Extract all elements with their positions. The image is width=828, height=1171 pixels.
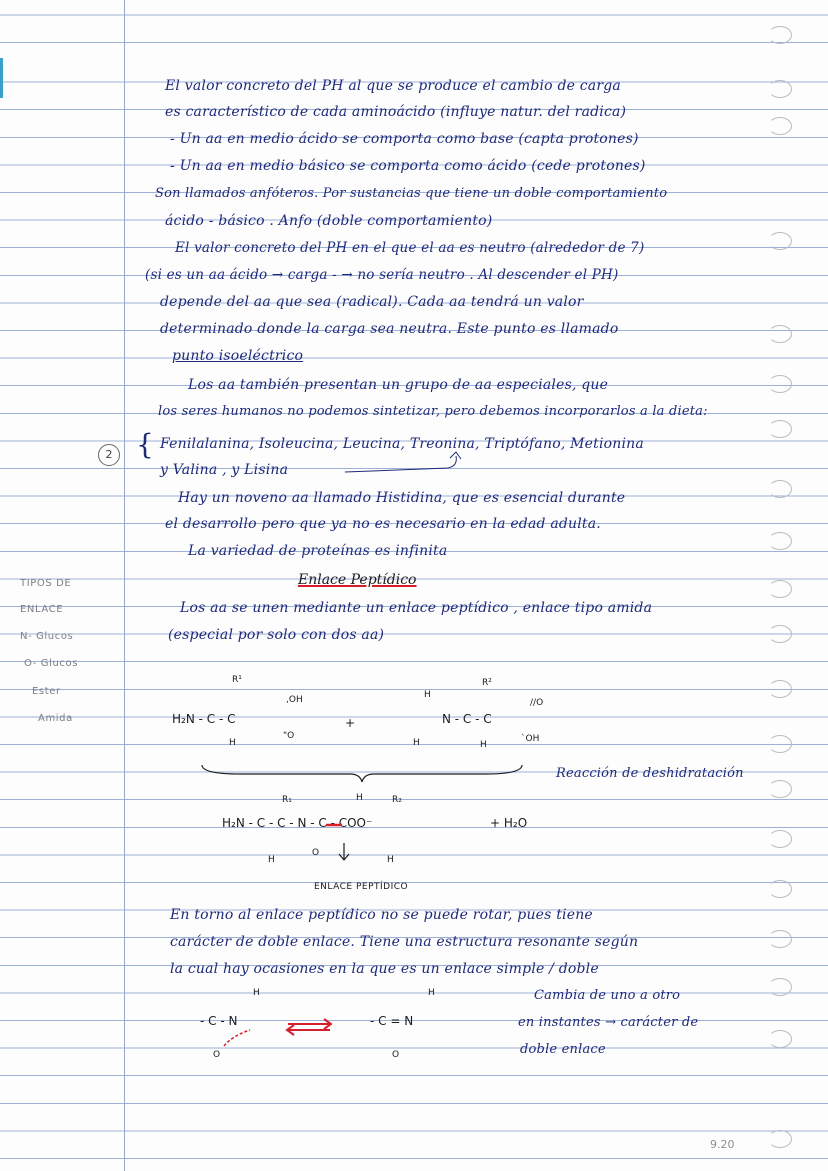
note-line: - Un aa en medio ácido se comporta como base (capta protones) xyxy=(170,131,639,147)
note-line: los seres humanos no podemos sintetizar, pero debemos incorporarlos a la dieta: xyxy=(158,404,708,419)
note-line: el desarrollo pero que ya no es necesario en la edad adulta. xyxy=(165,516,601,532)
product-r1: R₁ xyxy=(282,795,292,805)
molecule-2-h: H xyxy=(480,740,487,750)
note-line: doble enlace xyxy=(520,1042,606,1057)
note-line: punto isoeléctrico xyxy=(172,348,304,364)
product-h: H xyxy=(356,793,363,803)
binder-hole xyxy=(768,420,792,438)
r1-label: R¹ xyxy=(232,675,242,685)
resonance-right: - C = N xyxy=(370,1014,414,1028)
margin-note: ENLACE xyxy=(20,604,64,615)
margin-note: Amida xyxy=(38,713,73,724)
binder-hole xyxy=(768,735,792,753)
molecule-2-oh: `OH xyxy=(521,734,540,744)
binder-hole xyxy=(768,830,792,848)
binder-hole xyxy=(768,780,792,798)
circled-number: 2 xyxy=(98,444,120,466)
note-line: Hay un noveno aa llamado Histidina, que es esencial durante xyxy=(178,490,626,506)
water-product: + H₂O xyxy=(490,816,528,830)
resonance-h: H xyxy=(253,988,260,998)
margin-note: Ester xyxy=(32,686,61,697)
electron-arrows xyxy=(210,1016,350,1056)
note-line: El valor concreto del PH en el que el aa es neutro (alrededor de 7) xyxy=(175,240,645,256)
reaction-label: Reacción de deshidratación xyxy=(556,766,744,781)
product-o: O xyxy=(312,848,320,858)
note-line: depende del aa que sea (radical). Cada aa tendrá un valor xyxy=(160,294,584,310)
binder-hole xyxy=(768,978,792,996)
dipeptide: H₂N - C - C - N - C - COO⁻ xyxy=(222,816,373,830)
molecule-1: H₂N - C - C xyxy=(172,712,236,726)
margin-note: N- Glucos xyxy=(20,631,74,642)
note-line: (especial por solo con dos aa) xyxy=(168,627,385,643)
binder-hole xyxy=(768,532,792,550)
peptide-bond-marker xyxy=(322,815,352,865)
note-line: la cual hay ocasiones en la que es un enlace simple / doble xyxy=(170,961,599,977)
note-line: Son llamados anfóteros. Por sustancias que tiene un doble comportamiento xyxy=(155,186,668,201)
note-line: Fenilalanina, Isoleucina, Leucina, Treonina, Triptófano, Metionina xyxy=(160,436,644,452)
resonance-o: O xyxy=(213,1050,221,1060)
molecule-1-oh: ,OH xyxy=(286,695,303,705)
product-h: H xyxy=(387,855,394,865)
note-line: Los aa se unen mediante un enlace peptídico , enlace tipo amida xyxy=(180,600,653,616)
note-line: ácido - básico . Anfo (doble comportamiento) xyxy=(165,213,493,229)
note-line: En torno al enlace peptídico no se puede rotar, pues tiene xyxy=(170,907,593,923)
page-number: 9.20 xyxy=(710,1138,735,1151)
binder-hole xyxy=(768,930,792,948)
note-line: Los aa también presentan un grupo de aa especiales, que xyxy=(188,377,609,393)
binder-hole xyxy=(768,26,792,44)
note-line: es característico de cada aminoácido (influye natur. del radica) xyxy=(165,104,627,120)
note-line: - Un aa en medio básico se comporta como ácido (cede protones) xyxy=(170,158,646,174)
binder-hole xyxy=(768,625,792,643)
molecule-2-o: //O xyxy=(530,698,544,708)
binder-hole xyxy=(768,680,792,698)
binder-hole xyxy=(768,80,792,98)
note-line: (si es un aa ácido → carga - → no sería neutro . Al descender el PH) xyxy=(145,267,619,283)
binder-hole xyxy=(768,1130,792,1148)
binder-hole xyxy=(768,880,792,898)
binder-hole xyxy=(768,375,792,393)
note-line: determinado donde la carga sea neutra. Este punto es llamado xyxy=(160,321,619,337)
molecule-2-h: H xyxy=(424,690,431,700)
molecule-1-h: H xyxy=(229,738,236,748)
binder-hole xyxy=(768,480,792,498)
brace-mark: { xyxy=(136,428,154,461)
section-title: Enlace Peptídico xyxy=(298,572,417,588)
binder-hole xyxy=(768,325,792,343)
curly-brace xyxy=(200,762,525,784)
molecule-1-o: "O xyxy=(283,731,295,741)
r2-label: R² xyxy=(482,678,492,688)
note-line: en instantes → carácter de xyxy=(518,1015,699,1030)
subheading: ENLACE PEPTÍDICO xyxy=(314,882,409,892)
note-line: y Valina , y Lisina xyxy=(160,462,289,478)
note-line: Cambia de uno a otro xyxy=(534,988,681,1003)
note-line: El valor concreto del PH al que se produce el cambio de carga xyxy=(165,78,621,94)
arrow-annotation xyxy=(340,446,470,476)
note-line: La variedad de proteínas es infinita xyxy=(188,543,448,559)
note-line: carácter de doble enlace. Tiene una estructura resonante según xyxy=(170,934,639,950)
product-h: H xyxy=(268,855,275,865)
resonance-h: H xyxy=(428,988,435,998)
product-r2: R₂ xyxy=(392,795,402,805)
resonance-left: - C - N xyxy=(200,1014,238,1028)
binder-hole xyxy=(768,1030,792,1048)
margin-note: TIPOS DE xyxy=(20,578,72,589)
binder-hole xyxy=(768,232,792,250)
edge-mark xyxy=(0,58,3,98)
molecule-2: N - C - C xyxy=(442,712,492,726)
molecule-2-h: H xyxy=(413,738,420,748)
resonance-o: O xyxy=(392,1050,400,1060)
margin-line xyxy=(124,0,125,1171)
plus-sign: + xyxy=(345,716,356,730)
margin-note: O- Glucos xyxy=(24,658,79,669)
binder-hole xyxy=(768,580,792,598)
binder-hole xyxy=(768,117,792,135)
